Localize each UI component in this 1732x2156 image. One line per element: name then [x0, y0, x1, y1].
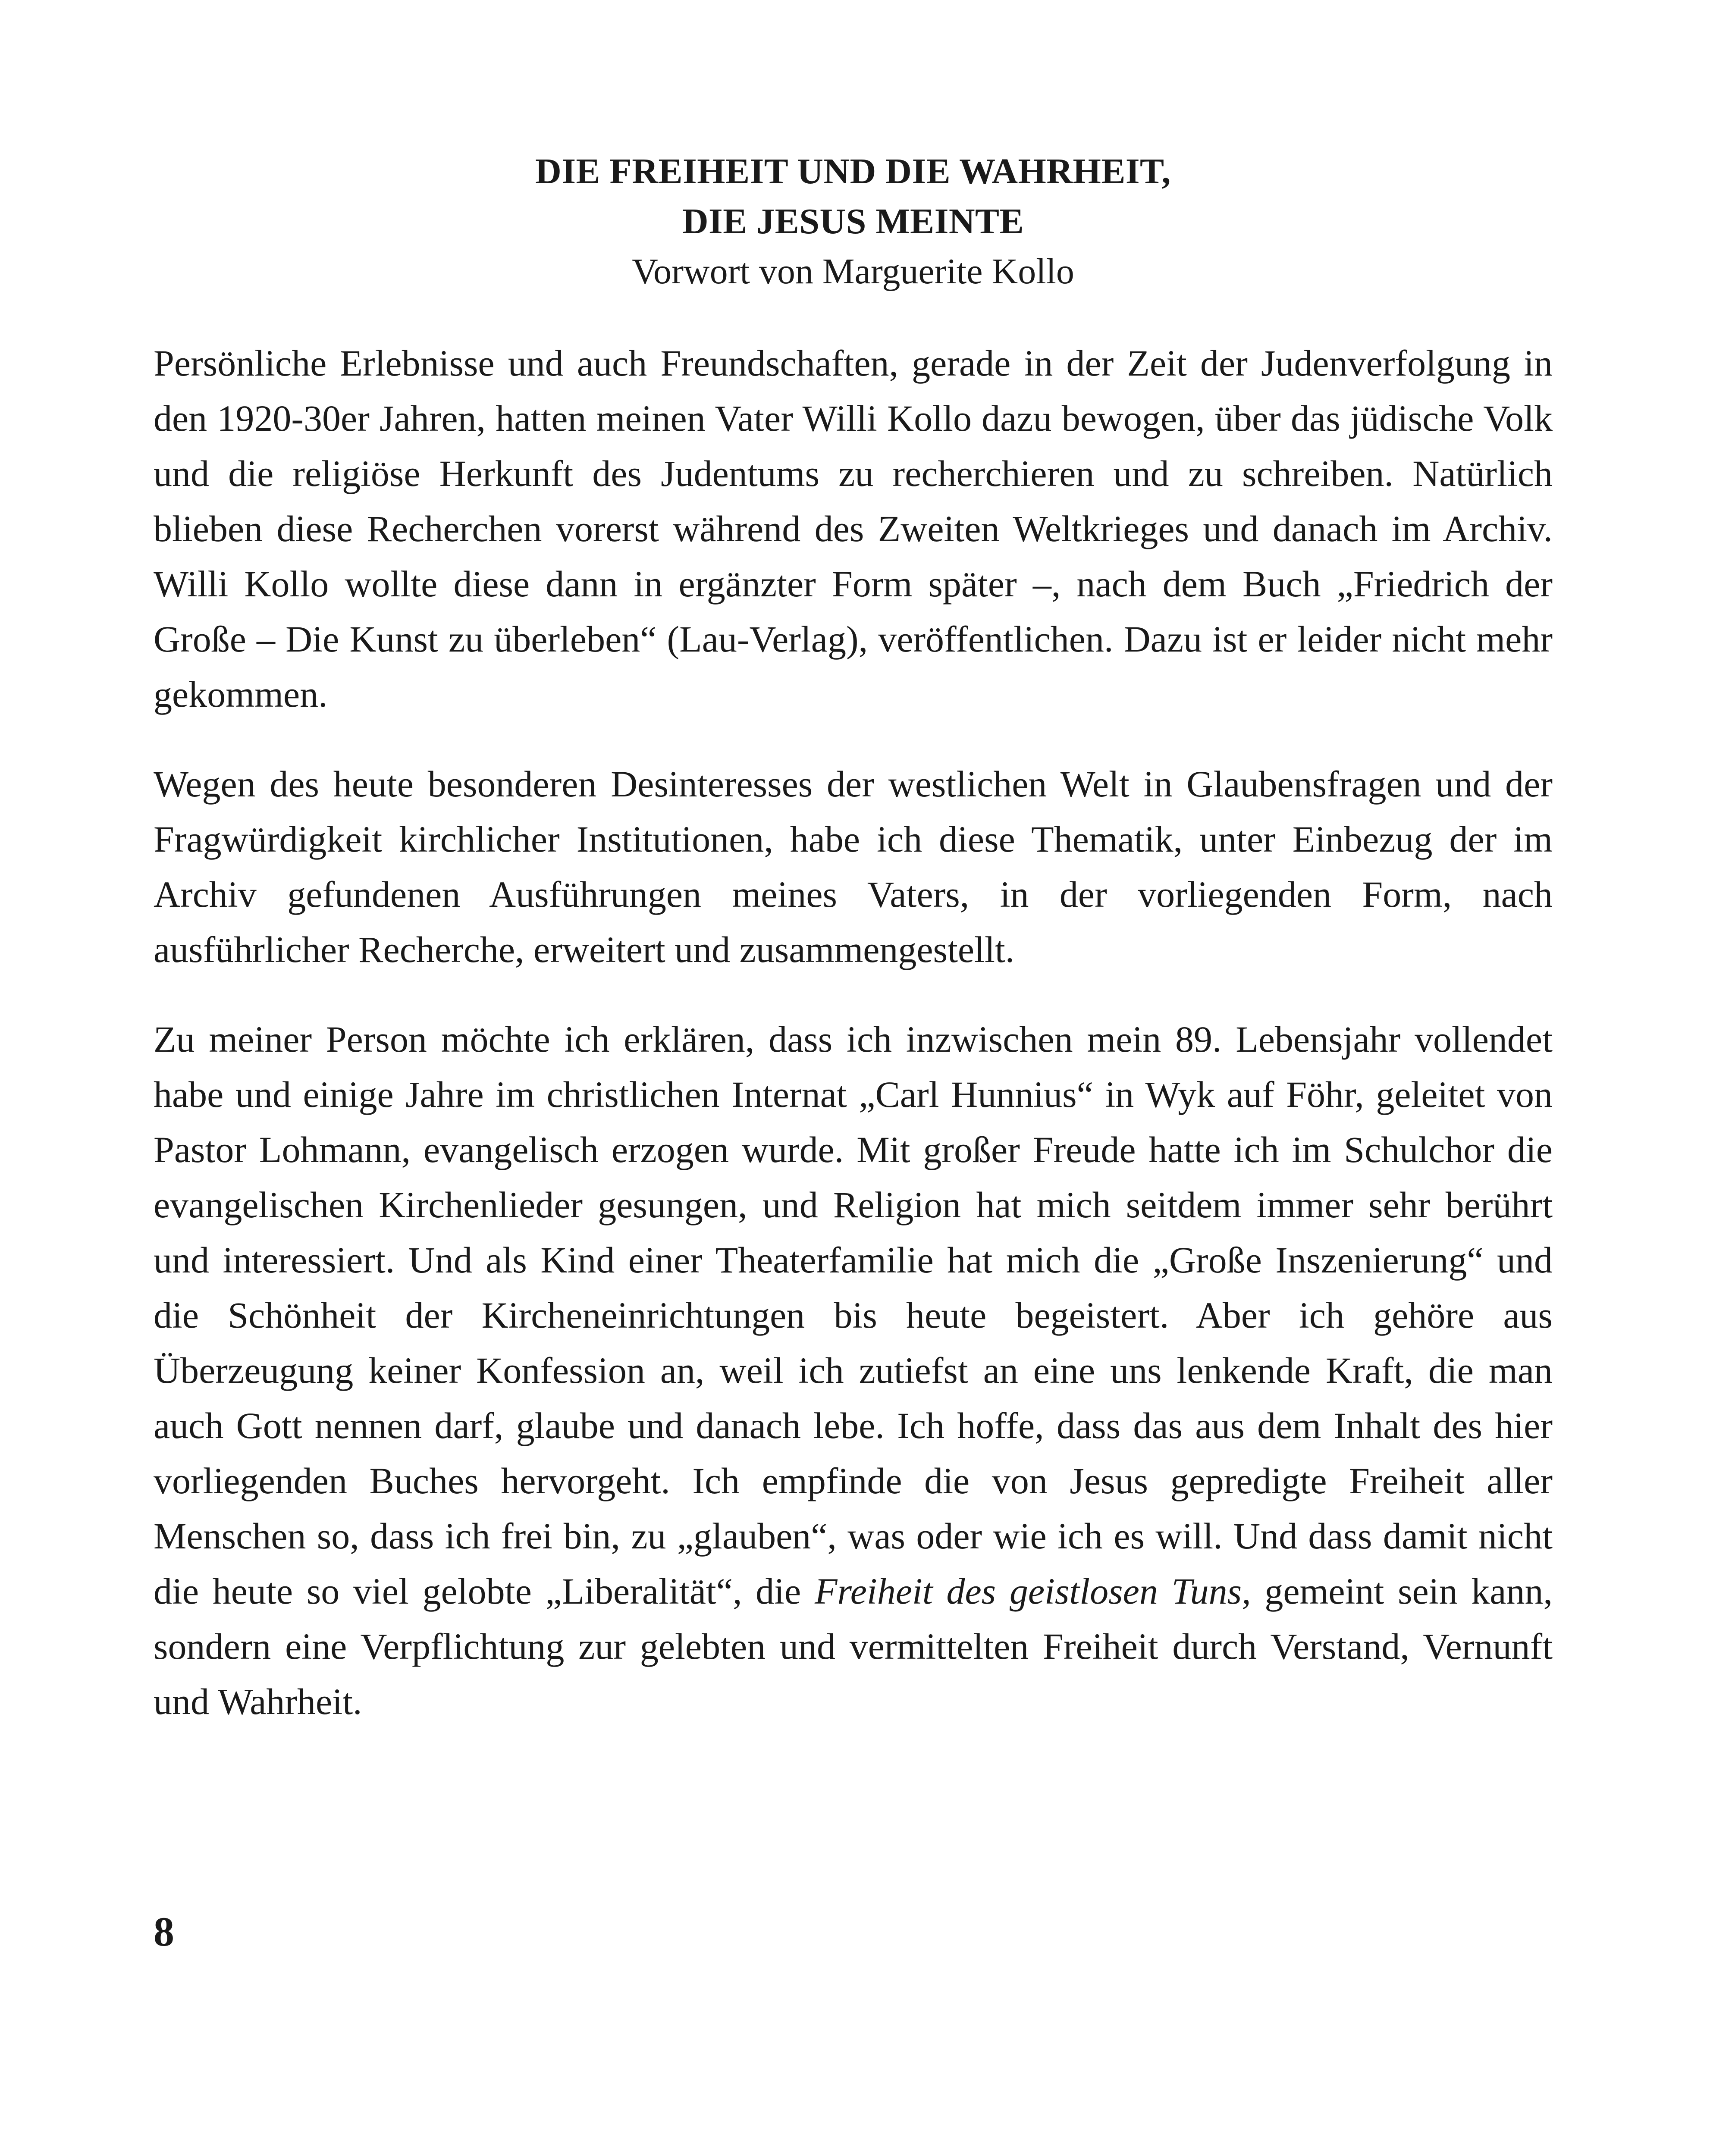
chapter-heading: [154, 147, 1553, 297]
chapter-title-line-2: DIE JESUS MEINTE: [682, 201, 1024, 241]
paragraph-1: Persönliche Erlebnisse und auch Freundschaften, gerade in der Zeit der Judenverfolgung in den 1920-30er Jahren, hatten meinen Vater Willi Kollo dazu bewogen, über das jüdische Volk und die religiöse Herkunft des Judentums zu recherchieren und zu schreiben. Natürlich blieben diese Recherchen vorerst während des Zweiten Weltkrieges und danach im Archiv. Willi Kollo wollte diese dann in ergänzter Form später –, nach dem Buch „Friedrich der Große – Die Kunst zu überleben“ (Lau-Verlag), veröffentlichen. Dazu ist er leider nicht mehr gekommen.: [154, 342, 1553, 715]
paragraph-3-text-start: Zu meiner Person möchte ich erklären, dass ich inzwischen mein 89. Lebensjahr vollendet habe und einige Jahre im christlichen Internat „Carl Hunnius“ in Wyk auf Föhr, geleitet von Pastor Lohmann, evangelisch erzogen wurde. Mit großer Freude hatte ich im Schulchor die evangelischen Kirchenlieder gesungen, und Religion hat mich seitdem immer sehr berührt und interessiert. Und als Kind einer Theaterfamilie hat mich die „Große Inszenierung“ und die Schönheit der Kircheneinrichtungen bis heute begeistert. Aber ich gehöre aus Überzeugung keiner Konfession an, weil ich zutiefst an eine uns lenkende Kraft, die man auch Gott nennen darf, glaube und danach lebe. Ich hoffe, dass das aus dem Inhalt des hier vorliegenden Buches hervorgeht. Ich empfinde die von Jesus gepredigte Freiheit aller Menschen so, dass ich frei bin, zu „glauben“, was oder wie ich es will. Und dass damit nicht die heute so viel gelobte „Liberalität“, die: [154, 1018, 1553, 1612]
paragraph-3: [154, 1012, 1553, 1729]
page-number: 8: [154, 1908, 174, 1955]
chapter-title-line-1: DIE FREIHEIT UND DIE WAHRHEIT,: [535, 151, 1171, 191]
paragraph-3-text-end: gemeint sein kann, sondern eine Verpflichtung zur gelebten und vermittelten Freiheit durch Verstand, Vernunft und Wahrheit.: [154, 1570, 1553, 1722]
body-text: [154, 335, 1553, 1764]
paragraph-3-italic-phrase: Freiheit des geistlosen Tuns,: [814, 1570, 1251, 1612]
paragraph-2: Wegen des heute besonderen Desinteresses der westlichen Welt in Glaubensfragen und der Fragwürdigkeit kirchlicher Institutionen, habe ich diese Thematik, unter Einbezug der im Archiv gefundenen Ausführungen meines Vaters, in der vorliegenden Form, nach ausführlicher Recherche, erweitert und zusammengestellt.: [154, 763, 1553, 970]
chapter-subtitle: Vorwort von Marguerite Kollo: [632, 251, 1074, 291]
